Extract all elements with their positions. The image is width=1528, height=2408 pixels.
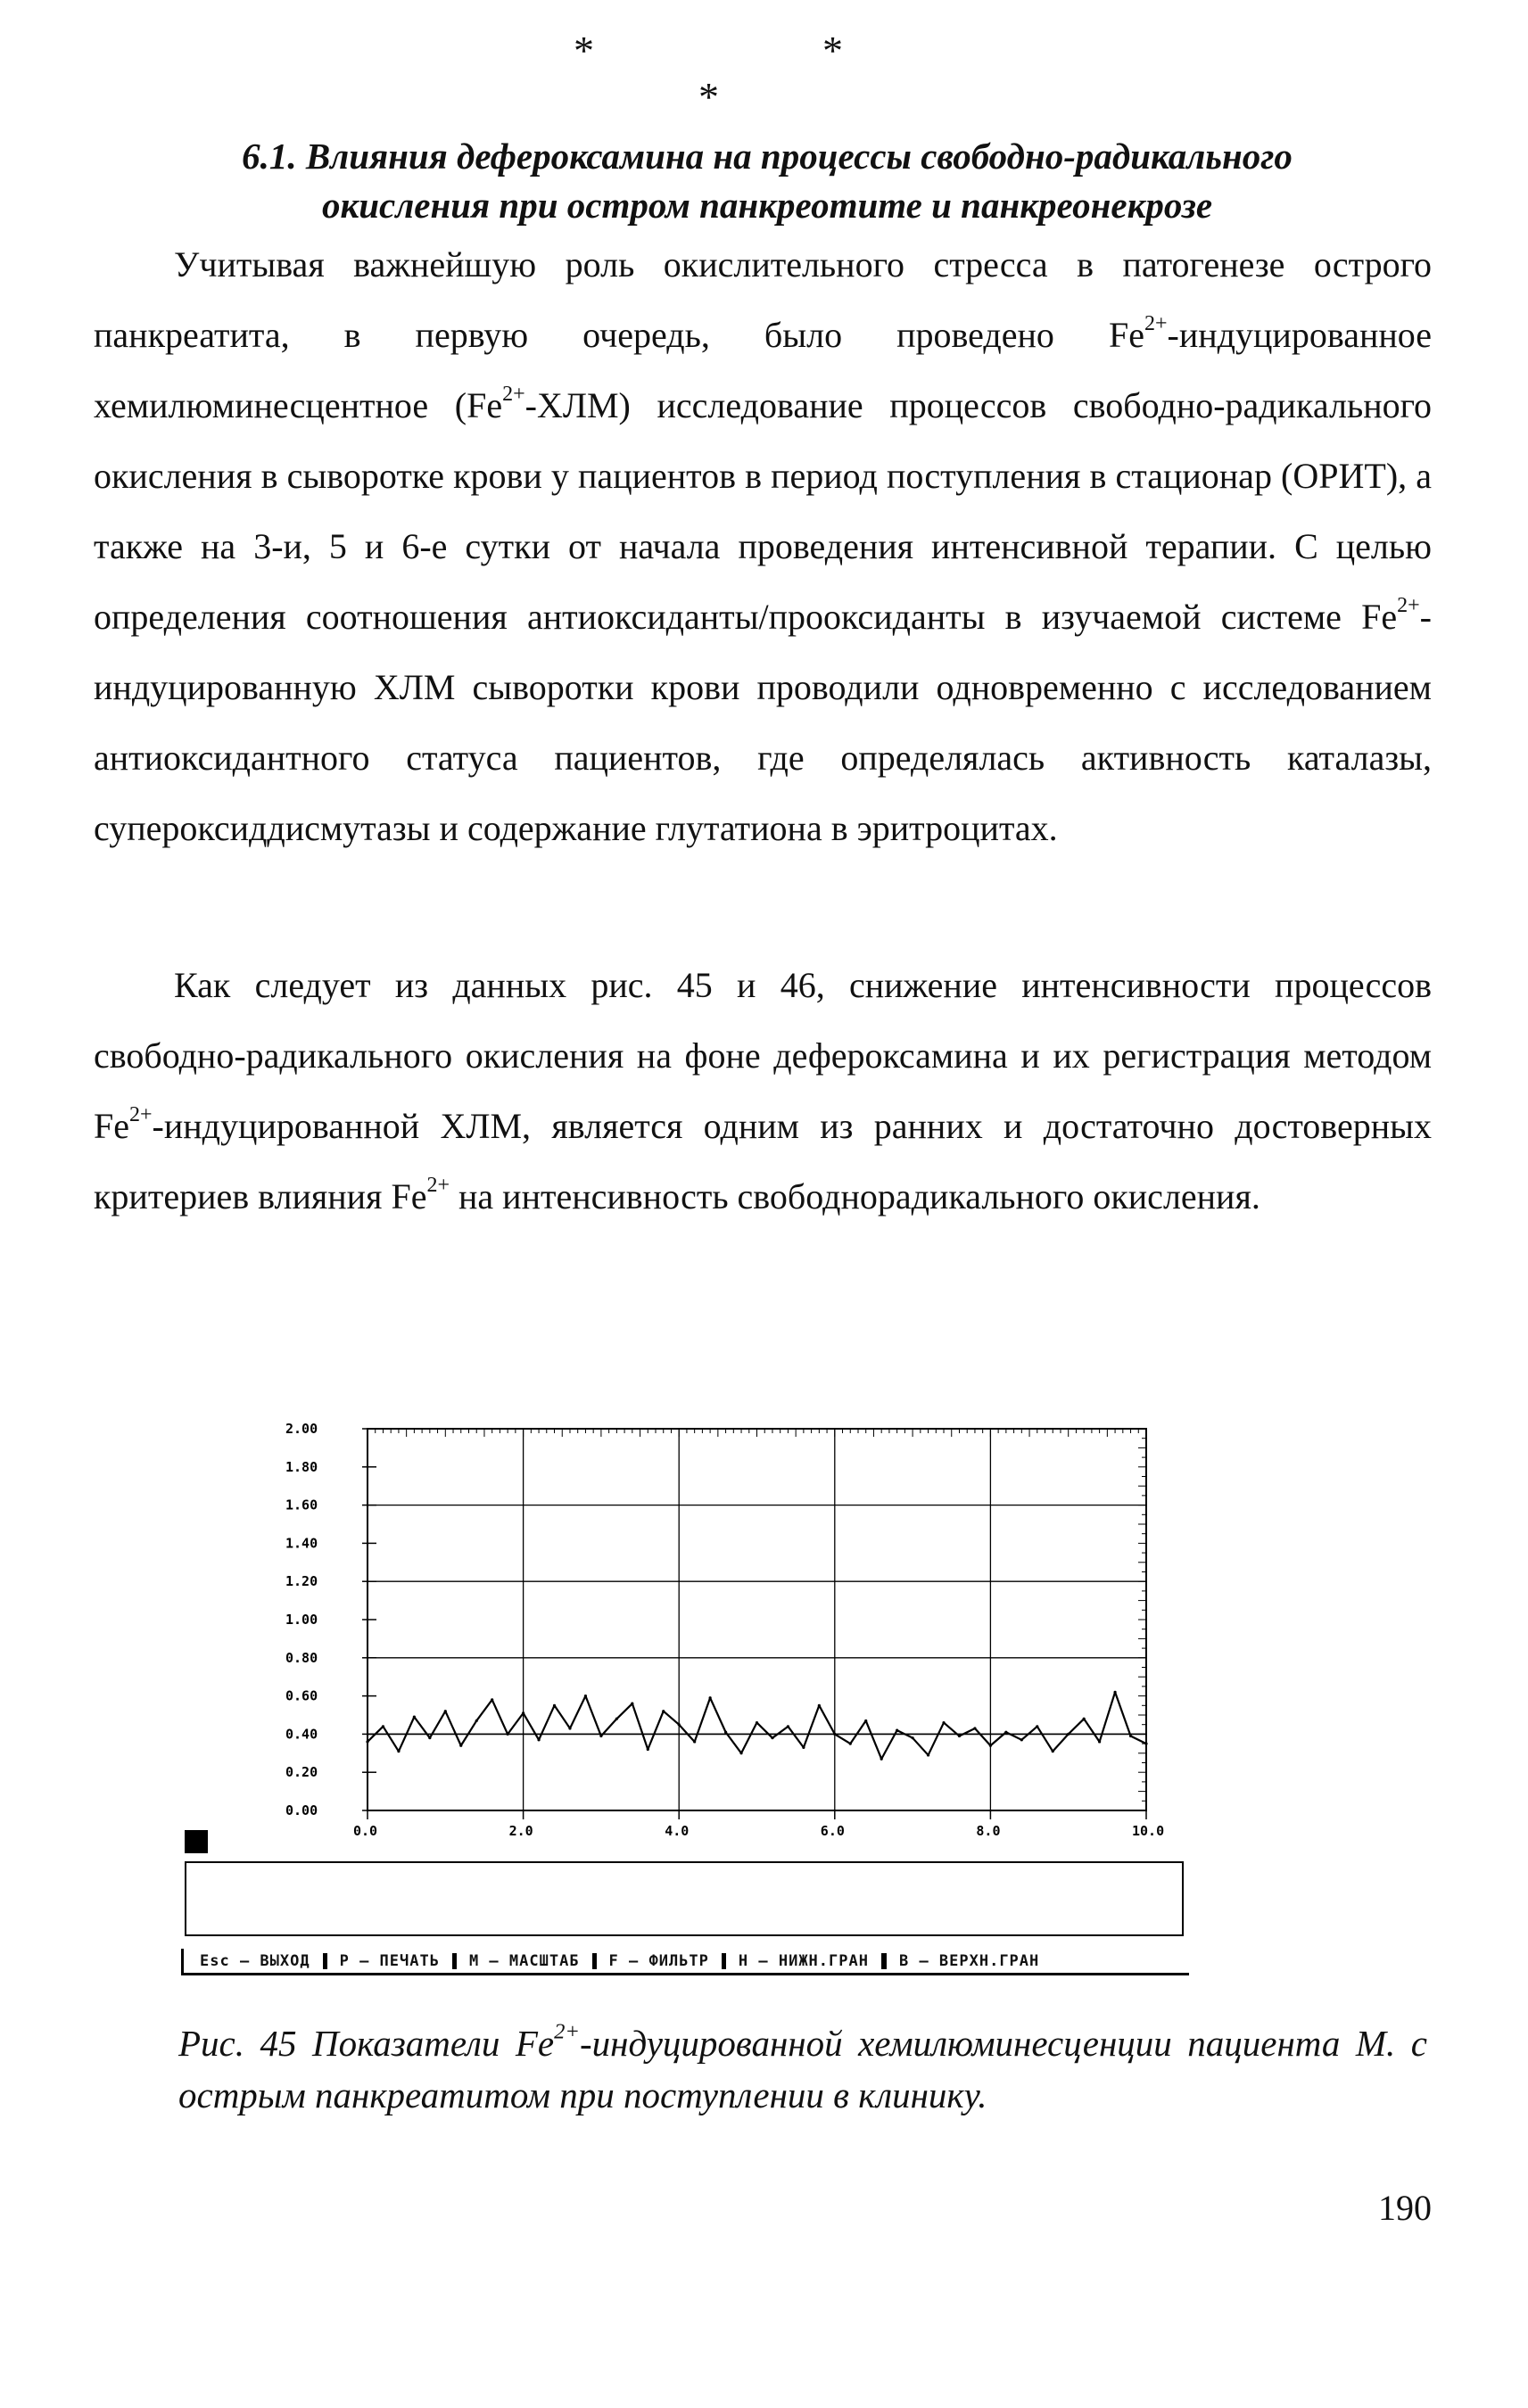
y-tick-label: 1.00: [285, 1612, 318, 1628]
paragraph-1-text: -индуцированную ХЛМ сыворотки крови проводили одновременно с исследованием антиоксидантного статуса пациентов, где определялась активность каталазы, супероксиддисмутазы и содержание глутатиона в эритроцитах.: [94, 597, 1432, 848]
command-upper-bound[interactable]: B – ВЕРХН.ГРАН: [898, 1951, 1040, 1970]
command-print[interactable]: P – ПЕЧАТЬ: [339, 1951, 440, 1970]
figure-caption: [178, 2017, 1427, 2121]
separator: [722, 1953, 726, 1969]
paragraph-2-text: Как следует из данных рис. 45 и 46, снижение интенсивности процессов свободно-радикального окисления на фоне дефероксамина и их регистрация методом Fe: [94, 965, 1432, 1146]
data-point: [989, 1744, 992, 1747]
section-heading-line-2: окисления при остром панкреотите и панкреонекрозе: [321, 185, 1213, 226]
data-point: [459, 1744, 462, 1747]
data-point: [366, 1740, 368, 1743]
superscript: 2+: [129, 1102, 153, 1126]
paragraph-2-text: -индуцированной ХЛМ, является одним из ранних и достаточно достоверных критериев влияния Fe: [94, 1106, 1432, 1216]
data-point: [1004, 1731, 1007, 1734]
x-tick-label: 2.0: [508, 1823, 533, 1839]
data-point: [787, 1725, 789, 1728]
data-point: [896, 1729, 898, 1732]
paragraph-1: [94, 229, 1432, 863]
section-heading-line-1: 6.1. Влияния дефероксамина на процессы свободно-радикального: [242, 136, 1293, 177]
data-point: [1036, 1725, 1038, 1728]
decorative-star: *: [698, 74, 719, 120]
cursor-square: [185, 1830, 208, 1853]
y-tick-label: 0.40: [285, 1726, 318, 1743]
data-point: [818, 1704, 821, 1707]
separator: [881, 1953, 887, 1969]
data-point: [709, 1696, 712, 1699]
x-tick-label: 10.0: [1132, 1823, 1165, 1839]
data-point: [568, 1727, 571, 1729]
data-point: [912, 1736, 914, 1739]
chart-svg: [0, 1373, 1528, 1855]
y-tick-label: 1.60: [285, 1497, 318, 1513]
y-tick-label: 1.20: [285, 1573, 318, 1590]
data-point: [1113, 1691, 1116, 1694]
y-tick-label: 1.40: [285, 1535, 318, 1552]
data-point: [475, 1719, 478, 1722]
command-scale[interactable]: M – МАСШТАБ: [468, 1951, 580, 1970]
data-point: [1144, 1743, 1147, 1745]
page-number: 190: [1378, 2188, 1432, 2228]
plot-frame: [368, 1429, 1146, 1810]
data-point: [880, 1758, 883, 1761]
data-point: [584, 1695, 587, 1697]
data-point: [958, 1735, 961, 1737]
data-point: [397, 1750, 400, 1752]
data-point: [413, 1716, 416, 1719]
data-point: [553, 1704, 556, 1707]
x-tick-label: 0.0: [353, 1823, 378, 1839]
data-point: [662, 1710, 665, 1712]
command-bar: [181, 1949, 1189, 1975]
separator: [323, 1953, 327, 1969]
caption-text: Рис. 45 Показатели Fe: [178, 2023, 555, 2064]
data-point: [724, 1731, 727, 1734]
section-heading: [107, 132, 1427, 230]
separator: [592, 1953, 597, 1969]
data-point: [833, 1733, 836, 1736]
superscript: 2+: [426, 1173, 450, 1197]
caption-text: -индуцированной хемилюминесценции пациента М. с острым панкреатитом при поступлении в клинику.: [178, 2023, 1427, 2115]
data-point: [631, 1703, 633, 1705]
paragraph-1-text: Учитывая важнейшую роль окислительного стресса в патогенезе острого панкреатита, в первую очередь, было проведено Fe: [94, 244, 1432, 355]
y-tick-label: 0.20: [285, 1764, 318, 1781]
data-point: [491, 1698, 493, 1701]
data-point: [615, 1718, 618, 1720]
data-point: [507, 1733, 509, 1736]
paragraph-1-text: -ХЛМ) исследование процессов свободно-радикального окисления в сыворотке крови у пациентов в период поступления в стационар (ОРИТ), а также на 3-и, 5 и 6-е сутки от начала проведения интенсивной терапии. С целью определения соотношения антиоксиданты/прооксиданты в изучаемой системе Fe: [94, 385, 1433, 637]
chemiluminescence-chart: [0, 1373, 1528, 1855]
command-filter[interactable]: F – ФИЛЬТР: [608, 1951, 709, 1970]
data-point: [1129, 1735, 1132, 1737]
data-point: [1052, 1750, 1054, 1752]
y-tick-label: 0.00: [285, 1802, 318, 1818]
data-point: [693, 1740, 696, 1743]
y-tick-label: 0.60: [285, 1687, 318, 1704]
x-tick-label: 8.0: [976, 1823, 1001, 1839]
data-point: [537, 1738, 540, 1741]
separator: [452, 1953, 457, 1969]
superscript: 2+: [554, 2019, 581, 2044]
status-input-box[interactable]: [185, 1861, 1184, 1936]
paragraph-2: [94, 950, 1432, 1232]
superscript: 2+: [1144, 311, 1168, 335]
data-point: [1020, 1738, 1023, 1741]
data-point: [647, 1748, 649, 1751]
y-tick-label: 1.80: [285, 1458, 318, 1475]
y-tick-label: 0.80: [285, 1649, 318, 1666]
y-tick-label: 2.00: [285, 1421, 318, 1437]
superscript: 2+: [1397, 593, 1420, 617]
command-exit[interactable]: Esc – ВЫХОД: [200, 1951, 310, 1970]
data-point: [973, 1727, 976, 1729]
x-tick-label: 6.0: [820, 1823, 845, 1839]
data-point: [771, 1736, 773, 1739]
data-point: [1083, 1718, 1086, 1720]
data-point: [599, 1735, 602, 1737]
data-point: [756, 1721, 758, 1724]
data-point: [444, 1710, 447, 1712]
series-line: [368, 1692, 1146, 1759]
paragraph-2-text: на интенсивность свободнорадикального окисления.: [450, 1176, 1260, 1216]
decorative-star: *: [822, 28, 843, 73]
paragraph-1-text: -индуцированное хемилюминесцентное (Fe: [94, 315, 1432, 425]
data-point: [428, 1736, 431, 1739]
data-point: [739, 1752, 742, 1754]
data-point: [942, 1721, 945, 1724]
superscript: 2+: [502, 382, 525, 406]
data-point: [678, 1723, 681, 1726]
command-lower-bound[interactable]: H – НИЖН.ГРАН: [738, 1951, 869, 1970]
data-point: [802, 1746, 805, 1749]
data-point: [1067, 1733, 1070, 1736]
data-point: [382, 1725, 384, 1728]
data-point: [864, 1719, 867, 1722]
x-tick-label: 4.0: [665, 1823, 690, 1839]
data-point: [927, 1753, 929, 1756]
data-point: [1098, 1740, 1101, 1743]
data-point: [522, 1711, 524, 1714]
decorative-star: *: [574, 28, 594, 73]
data-point: [849, 1743, 852, 1745]
